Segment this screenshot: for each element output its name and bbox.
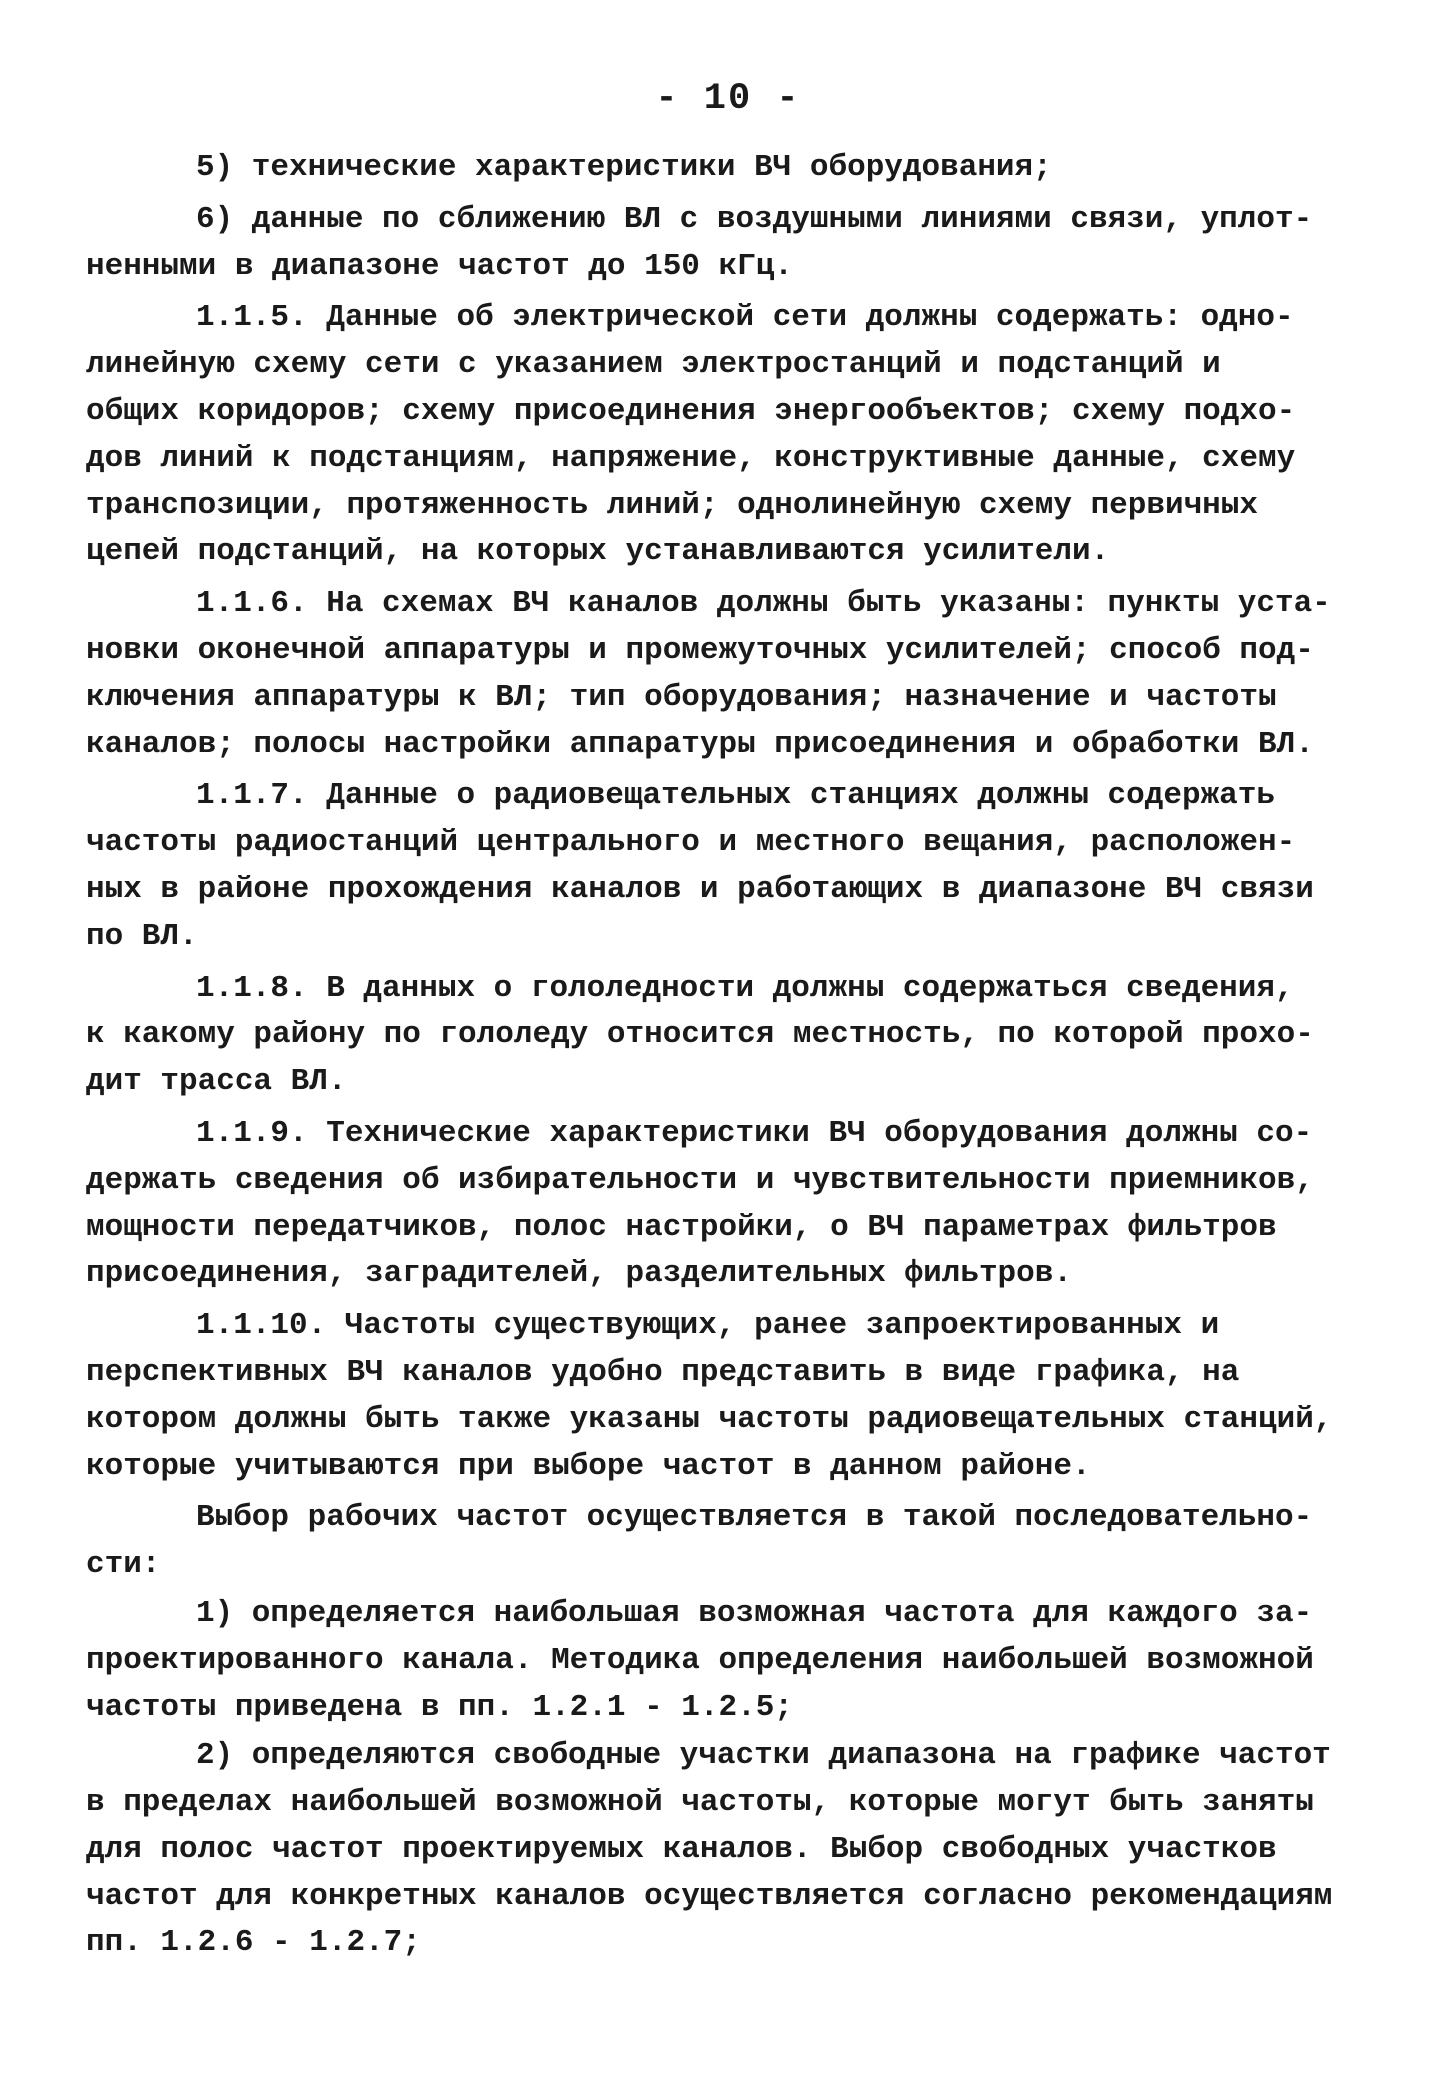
text-line: по ВЛ. [86, 918, 198, 954]
text-line: частот для конкретных каналов осуществляется согласно рекомендациям [86, 1878, 1333, 1914]
text-line: каналов; полосы настройки аппаратуры присоединения и обработки ВЛ. [86, 726, 1314, 762]
text-line: ных в районе прохождения каналов и работающих в диапазоне ВЧ связи [86, 871, 1314, 907]
text-line: ключения аппаратуры к ВЛ; тип оборудования; назначение и частоты [86, 679, 1277, 715]
text-line: котором должны быть также указаны частоты радиовещательных станций, [86, 1401, 1333, 1437]
text-line: 1.1.5. Данные об электрической сети должны содержать: одно- [196, 300, 1294, 336]
text-line: сти: [86, 1547, 161, 1583]
page-number: - 10 - [655, 78, 801, 120]
text-line: 5) технические характеристики ВЧ оборудования; [196, 150, 1052, 185]
text-line: перспективных ВЧ каналов удобно представить в виде графика, на [86, 1354, 1240, 1390]
text-line: в пределах наибольшей возможной частоты, которые могут быть заняты [86, 1785, 1314, 1821]
body-text [86, 145, 1386, 1967]
text-line: 1.1.9. Технические характеристики ВЧ оборудования должны со- [196, 1115, 1313, 1151]
text-line: 1.1.10. Частоты существующих, ранее запроектированных и [196, 1308, 1220, 1344]
text-line: 1.1.7. Данные о радиовещательных станциях должны содержать [196, 778, 1275, 814]
text-line: присоединения, заградителей, разделительных фильтров. [86, 1256, 1072, 1292]
text-line: 2) определяются свободные участки диапазона на графике частот [196, 1738, 1331, 1774]
text-line: общих коридоров; схему присоединения энергообъектов; схему подхо- [86, 393, 1296, 429]
text-line: частоты приведена в пп. 1.2.1 - 1.2.5; [86, 1689, 793, 1725]
text-line: дит трасса ВЛ. [86, 1064, 347, 1100]
text-line: цепей подстанций, на которых устанавливаются усилители. [86, 534, 1110, 570]
text-line: ненными в диапазоне частот до 150 кГц. [86, 248, 793, 284]
text-line: держать сведения об избирательности и чувствительности приемников, [86, 1162, 1314, 1198]
text-line: дов линий к подстанциям, напряжение, конструктивные данные, схему [86, 440, 1296, 476]
text-line: 1.1.6. На схемах ВЧ каналов должны быть указаны: пункты уста- [196, 586, 1331, 622]
text-line: новки оконечной аппаратуры и промежуточных усилителей; способ под- [86, 632, 1314, 668]
text-line: транспозиции, протяженность линий; однолинейную схему первичных [86, 487, 1258, 523]
text-line: 6) данные по сближению ВЛ с воздушными линиями связи, уплот- [196, 201, 1313, 237]
text-line: проектированного канала. Методика определения наибольшей возможной [86, 1642, 1314, 1678]
text-line: пп. 1.2.6 - 1.2.7; [86, 1925, 421, 1961]
text-line: 1) определяется наибольшая возможная частота для каждого за- [196, 1595, 1313, 1631]
text-line: частоты радиостанций центрального и местного вещания, расположен- [86, 825, 1296, 861]
text-line: 1.1.8. В данных о гололедности должны содержаться сведения, [196, 970, 1294, 1006]
text-line: Выбор рабочих частот осуществляется в такой последовательно- [196, 1500, 1313, 1536]
text-line: которые учитываются при выборе частот в данном районе. [86, 1448, 1091, 1484]
text-line: для полос частот проектируемых каналов. Выбор свободных участков [86, 1831, 1277, 1867]
text-line: мощности передатчиков, полос настройки, о ВЧ параметрах фильтров [86, 1209, 1277, 1245]
text-line: линейную схему сети с указанием электростанций и подстанций и [86, 347, 1221, 383]
text-line: к какому району по гололеду относится местность, по которой прохо- [86, 1017, 1314, 1053]
